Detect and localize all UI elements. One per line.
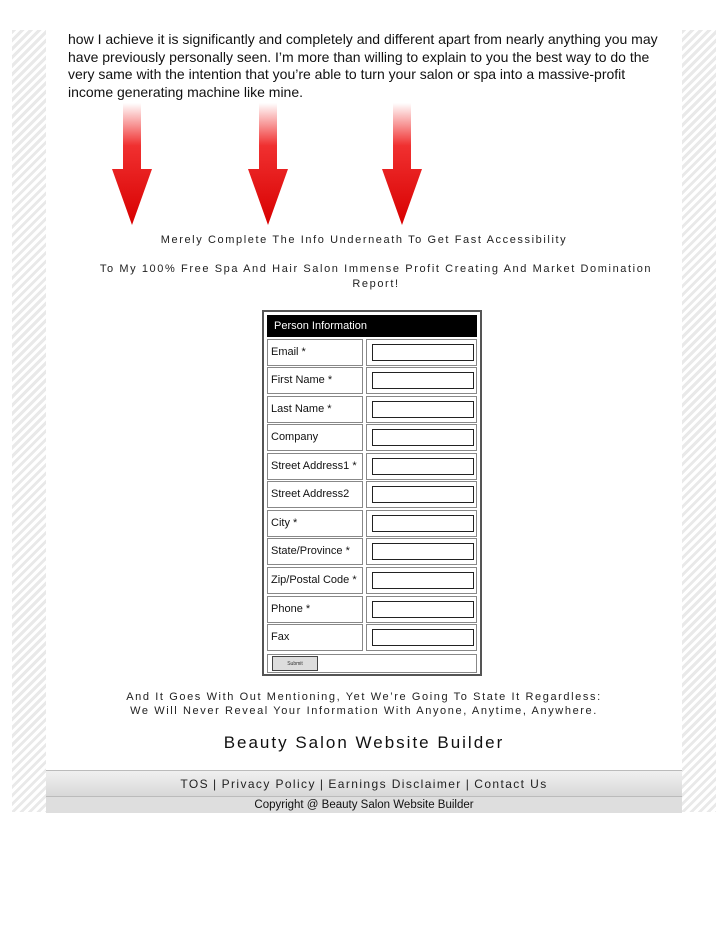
footer-link-tos[interactable]: TOS (180, 777, 210, 791)
city-input[interactable] (372, 515, 474, 532)
phone-input[interactable] (372, 601, 474, 618)
fax-input[interactable] (372, 629, 474, 646)
field-label: Company (267, 424, 363, 451)
form-row-last-name (267, 396, 477, 423)
street-address2-input[interactable] (372, 486, 474, 503)
submit-row (267, 654, 477, 673)
form-header: Person Information (267, 315, 477, 337)
privacy-note-line-1: And It Goes With Out Mentioning, Yet We’re Going To State It Regardless: (126, 691, 602, 703)
field-label: Email * (267, 339, 363, 366)
intro-paragraph: how I achieve it is significantly and completely and different apart from nearly anything you may have previously personally seen. I’m more than willing to explain to you the best way to do the very same with the intention that you’re able to turn your salon or spa into a massive-profit income generating machine like mine. (68, 31, 658, 100)
field-label: City * (267, 510, 363, 537)
cta-subheadline: To My 100% Free Spa And Hair Salon Immense Profit Creating And Market Domination Report! (99, 263, 653, 290)
email-input[interactable] (372, 344, 474, 361)
field-label: State/Province * (267, 538, 363, 565)
down-arrow-icon (248, 103, 288, 228)
footer-separator: | (213, 777, 218, 791)
footer-link-earnings-disclaimer[interactable]: Earnings Disclaimer (328, 777, 462, 791)
submit-button[interactable]: Submit (272, 656, 318, 671)
footer-link-privacy-policy[interactable]: Privacy Policy (221, 777, 316, 791)
field-label: First Name * (267, 367, 363, 394)
form-row-fax (267, 624, 477, 651)
form-row-city (267, 510, 477, 537)
field-label: Phone * (267, 596, 363, 623)
cta-headline: Merely Complete The Info Underneath To Get Fast Accessibility (160, 234, 568, 246)
brand-name: Beauty Salon Website Builder (223, 733, 505, 752)
field-label: Last Name * (267, 396, 363, 423)
street-address1-input[interactable] (372, 458, 474, 475)
left-border-stripe (12, 30, 46, 812)
privacy-note-line-2: We Will Never Reveal Your Information With Anyone, Anytime, Anywhere. (130, 705, 598, 717)
company-input[interactable] (372, 429, 474, 446)
state-province-input[interactable] (372, 543, 474, 560)
footer-link-contact-us[interactable]: Contact Us (474, 777, 548, 791)
form-row-phone (267, 596, 477, 623)
last-name-input[interactable] (372, 401, 474, 418)
form-row-street-address1 (267, 453, 477, 480)
form-row-zip-postal-code (267, 567, 477, 594)
field-label: Street Address1 * (267, 453, 363, 480)
form-row-state-province (267, 538, 477, 565)
down-arrow-icon (382, 103, 422, 228)
zip-postal-code-input[interactable] (372, 572, 474, 589)
right-border-stripe (682, 30, 716, 812)
footer-separator: | (319, 777, 325, 791)
field-label: Fax (267, 624, 363, 651)
footer-links-bar (46, 770, 682, 797)
first-name-input[interactable] (372, 372, 474, 389)
field-label: Street Address2 (267, 481, 363, 508)
copyright-bar: Copyright @ Beauty Salon Website Builder (46, 797, 682, 813)
form-row-street-address2 (267, 481, 477, 508)
down-arrow-icon (112, 103, 152, 228)
form-row-first-name (267, 367, 477, 394)
form-row-email (267, 339, 477, 366)
form-row-company (267, 424, 477, 451)
person-information-form (262, 310, 482, 676)
footer-separator: | (465, 777, 471, 791)
field-label: Zip/Postal Code * (267, 567, 363, 594)
